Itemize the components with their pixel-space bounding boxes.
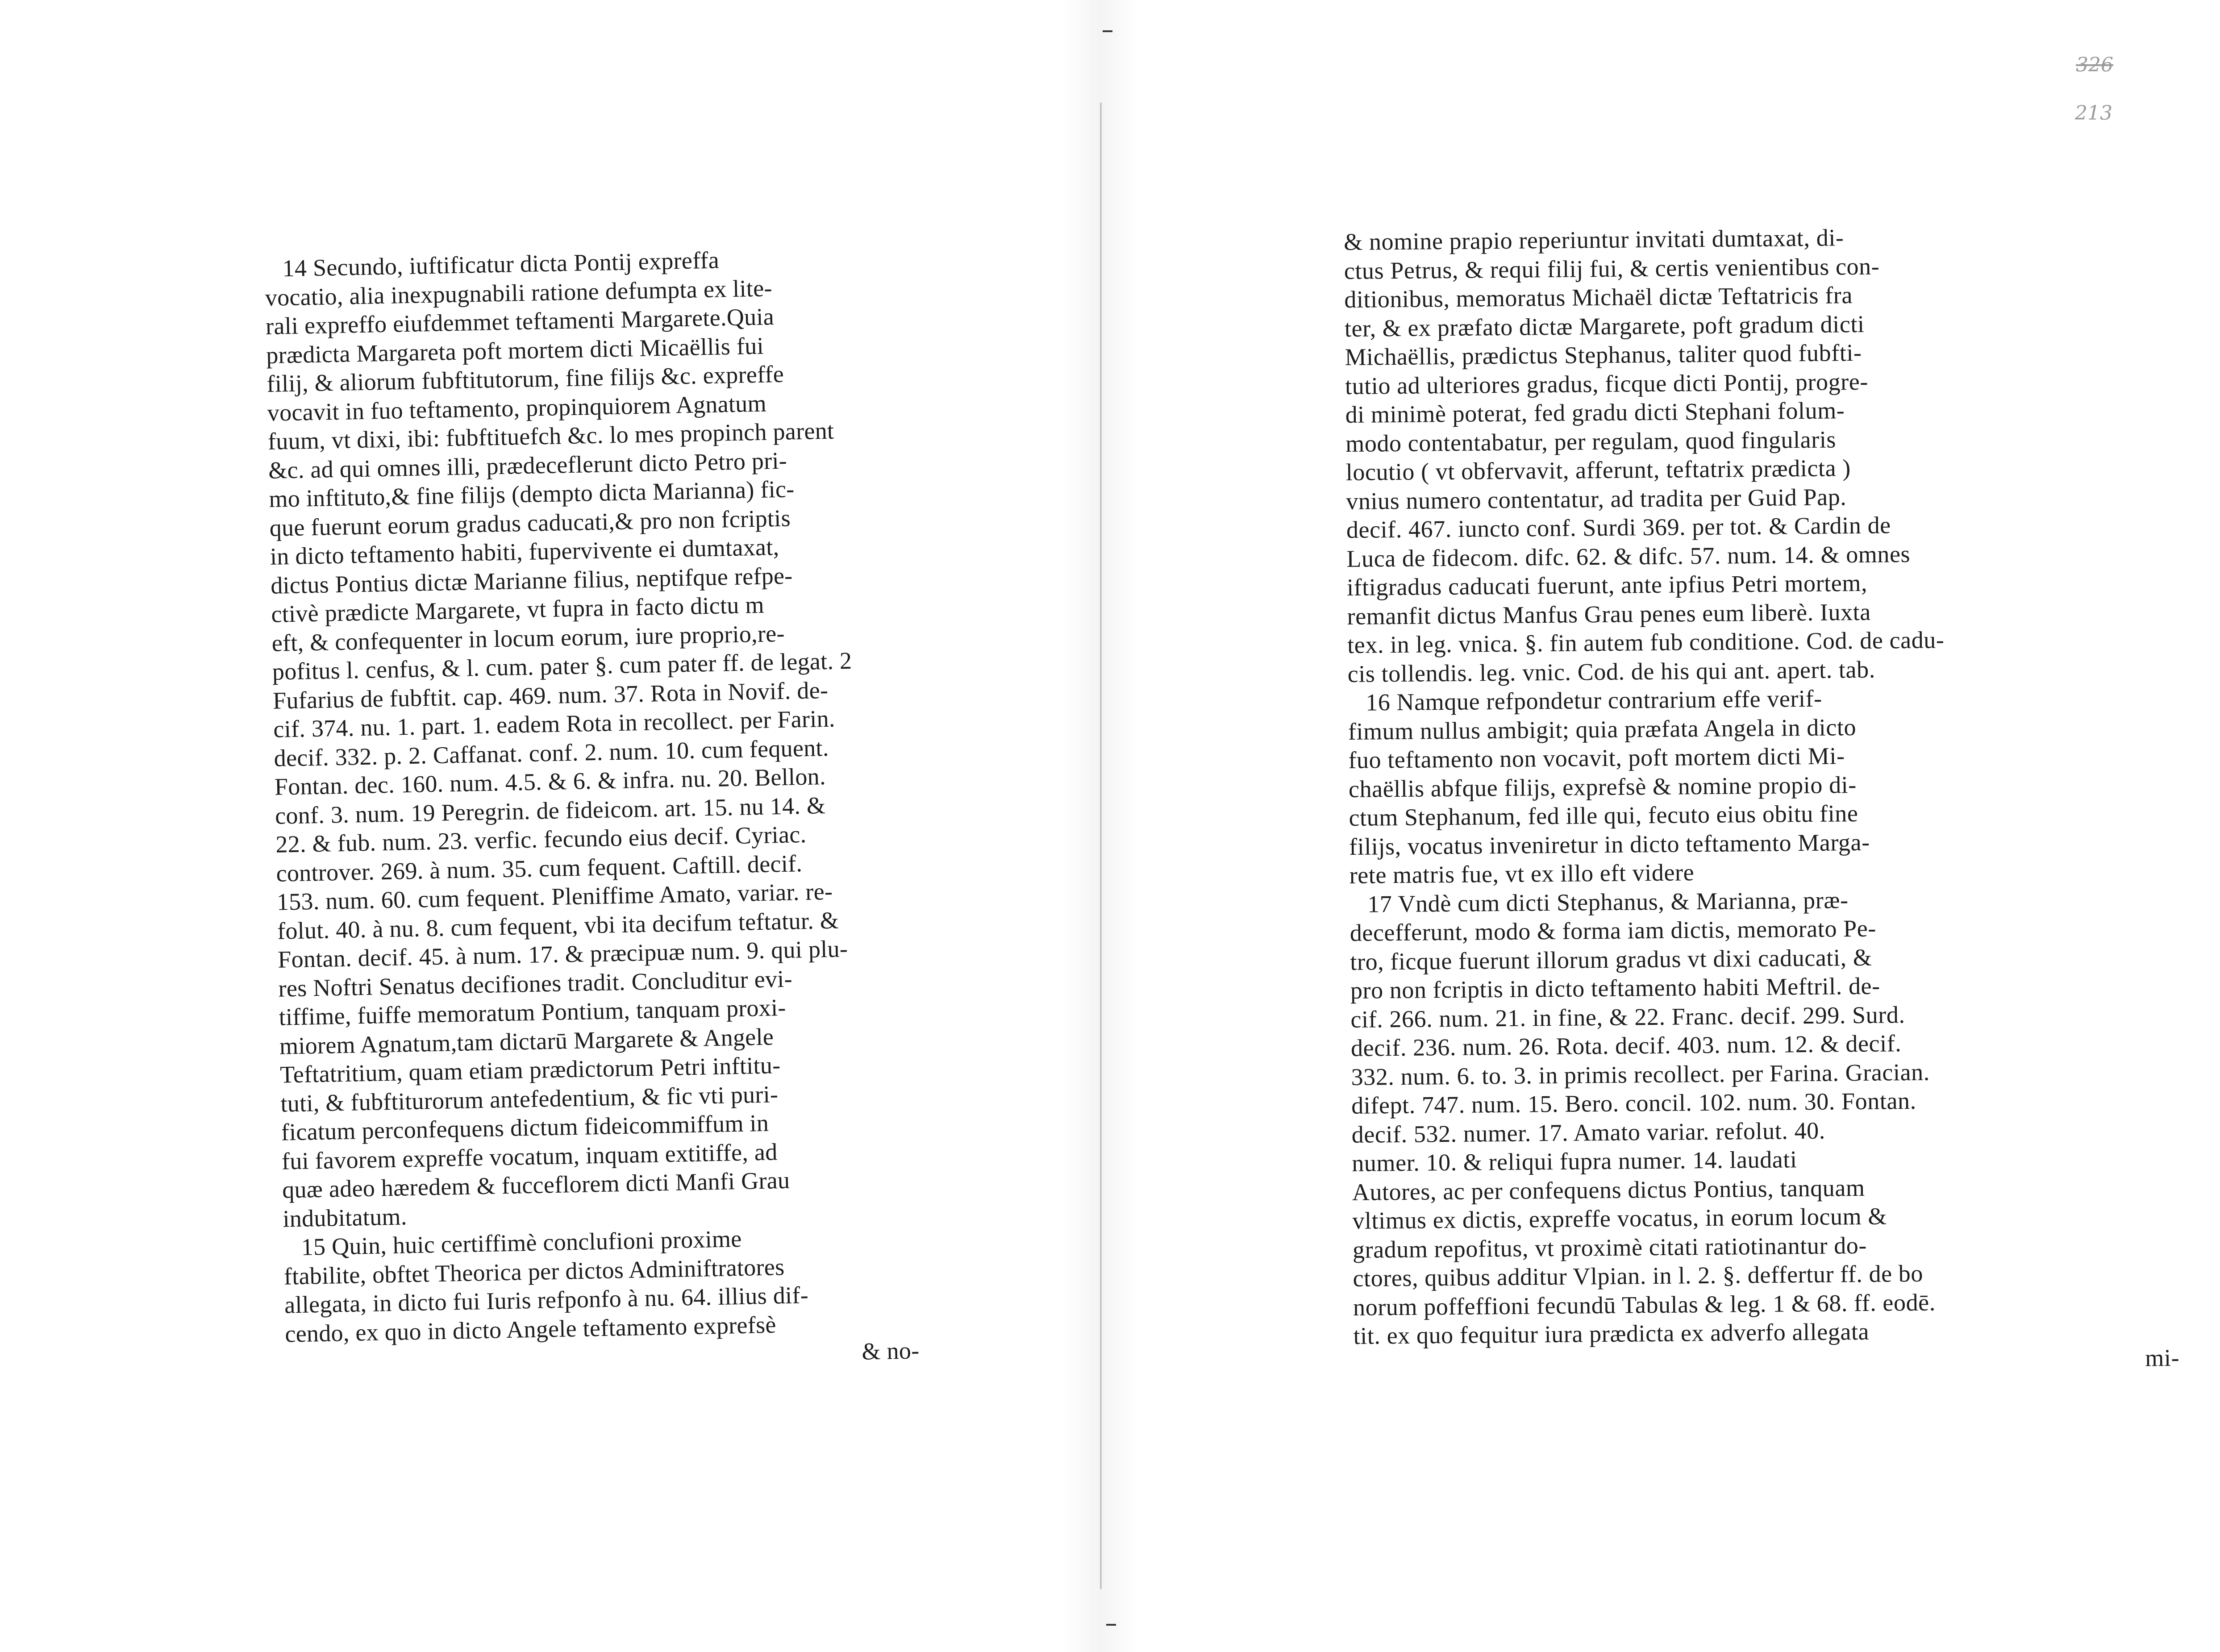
text-line: 17 Vndè cum dicti Stephanus, & Marianna, præ-	[1367, 886, 1849, 918]
text-line: ditionibus, memoratus Michaël dictæ Teftatricis fra	[1344, 282, 1853, 313]
text-line: dictus Pontius dictæ Marianne filius, neptifque refpe-	[270, 562, 793, 599]
text-line: decif. 236. num. 26. Rota. decif. 403. num. 12. & decif.	[1350, 1030, 1902, 1061]
text-line: controver. 269. à num. 35. cum fequent. Caftill. decif.	[276, 849, 803, 887]
text-line: Luca de fidecom. difc. 62. & difc. 57. num. 14. & omnes	[1346, 540, 1911, 572]
text-line: 22. & fub. num. 23. verfic. fecundo eius decif. Cyriac.	[275, 820, 807, 858]
text-line: ficatum perconfequens dictum fideicommiffum in	[281, 1109, 769, 1146]
text-line: vnius numero contentatur, ad tradita per Guid Pap.	[1346, 483, 1847, 515]
text-line: rete matris fue, vt ex illo eft videre	[1349, 859, 1695, 889]
text-line: quæ adeo hæredem & fucceflorem dicti Manfi Grau	[282, 1166, 790, 1203]
text-line: modo contentabatur, per regulam, quod fingularis	[1345, 425, 1837, 457]
text-line: 332. num. 6. to. 3. in primis recollect. per Farina. Gracian.	[1351, 1058, 1930, 1090]
text-line: fuum, vt dixi, ibi: fubftituefch &c. lo mes propinch parent	[267, 417, 834, 455]
text-line: allegata, in dicto fui Iuris refponfo à nu. 64. illius dif-	[284, 1282, 809, 1319]
text-line: vocatio, alia inexpugnabili ratione defumpta ex lite-	[265, 274, 773, 311]
text-line: indubitatum.	[282, 1203, 408, 1232]
text-line: decefferunt, modo & forma iam dictis, memorato Pe-	[1349, 915, 1877, 946]
text-line: 16 Namque refpondetur contrarium effe verif-	[1366, 685, 1822, 716]
text-line: miorem Agnatum,tam dictarū Margarete & Angele	[279, 1023, 774, 1060]
text-line: que fuerunt eorum gradus caducati,& pro non fcriptis	[269, 504, 791, 541]
text-line: mo inftituto,& fine filijs (dempto dicta Marianna) fic-	[268, 475, 795, 512]
text-line: rali expreffo eiufdemmet teftamenti Margarete.Quia	[265, 303, 775, 340]
text-line: locutio ( vt obfervavit, afferunt, teftatrix prædicta )	[1345, 454, 1851, 486]
text-line: eft, & confequenter in locum eorum, iure proprio,re-	[271, 620, 785, 657]
text-line: fui favorem expreffe vocatum, inquam extitiffe, ad	[281, 1138, 778, 1175]
text-line: tit. ex quo fequitur iura prædicta ex adverfo allegata	[1353, 1318, 1870, 1349]
text-line: Autores, ac per confequens dictus Pontius, tanquam	[1352, 1174, 1865, 1206]
text-line: numer. 10. & reliqui fupra numer. 14. laudati	[1352, 1146, 1797, 1177]
text-line: Teftatritium, quam etiam prædictorum Petri inftitu-	[279, 1052, 781, 1088]
text-line: conf. 3. num. 19 Peregrin. de fideicom. art. 15. nu 14. &	[275, 791, 826, 829]
text-line: pro non fcriptis in dicto teftamento habiti Meftril. de-	[1350, 972, 1880, 1004]
right-page	[1103, 0, 2220, 1652]
text-line: difept. 747. num. 15. Bero. concil. 102. num. 30. Fontan.	[1351, 1087, 1916, 1119]
text-line: tuti, & fubftiturorum antefedentium, & fic vti puri-	[280, 1080, 779, 1117]
text-line: & nomine prapio reperiuntur invitati dumtaxat, di-	[1344, 224, 1844, 255]
text-line: vocavit in fuo teftamento, propinquiorem Agnatum	[267, 389, 767, 426]
text-line: iftigradus caducati fuerunt, ante ipfius Petri mortem,	[1346, 569, 1868, 601]
text-line: folut. 40. à nu. 8. cum fequent, vbi ita decifum teftatur. &	[277, 907, 839, 945]
text-line: 15 Quin, huic certiffimè conclufioni proxime	[301, 1225, 742, 1261]
text-line: decif. 532. numer. 17. Amato variar. refolut. 40.	[1351, 1117, 1826, 1148]
text-line: filij, & aliorum fubftitutorum, fine filijs &c. expreffe	[266, 360, 784, 397]
text-line: &c. ad qui omnes illi, prædeceflerunt dicto Petro pri-	[268, 447, 787, 484]
text-line: cif. 266. num. 21. in fine, & 22. Franc. decif. 299. Surd.	[1350, 1001, 1905, 1033]
text-line: pofitus l. cenfus, & l. cum. pater §. cum pater ff. de legat. 2	[272, 647, 852, 685]
text-line: ftabilite, obftet Theorica per dictos Adminiftratores	[283, 1253, 785, 1290]
text-line: fuo teftamento non vocavit, poft mortem dicti Mi-	[1348, 742, 1845, 774]
text-line: norum poffeffioni fecundū Tabulas & leg. 1 & 68. ff. eodē.	[1353, 1289, 1936, 1321]
text-line: gradum repofitus, vt proximè citati ratiotinantur do-	[1352, 1232, 1867, 1263]
text-line: di minimè poterat, fed gradu dicti Stephani folum-	[1345, 397, 1845, 428]
text-line: tiffime, fuiffe memoratum Pontium, tanquam proxi-	[279, 994, 787, 1031]
text-line: decif. 332. p. 2. Caffanat. conf. 2. num. 10. cum fequent.	[274, 734, 829, 772]
text-line: 153. num. 60. cum fequent. Pleniffime Amato, variar. re-	[276, 878, 833, 915]
text-line: ter, & ex præfato dictæ Margarete, poft gradum dicti	[1344, 310, 1865, 342]
right-page-text	[1344, 221, 2193, 1379]
text-line: ctus Petrus, & requi filij fui, & certis venientibus con-	[1344, 253, 1880, 284]
text-line: 14 Secundo, iuftificatur dicta Pontij expreffa	[282, 246, 720, 282]
text-line: Michaëllis, prædictus Stephanus, taliter quod fubfti-	[1345, 339, 1862, 370]
text-line: tutio ad ulteriores gradus, ficque dicti Pontij, progre-	[1345, 368, 1869, 399]
book-gutter	[1099, 103, 1103, 1589]
text-line: vltimus ex dictis, expreffe vocatus, in eorum locum &	[1352, 1203, 1887, 1234]
text-line: cif. 374. nu. 1. part. 1. eadem Rota in recollect. per Farin.	[273, 705, 836, 743]
text-line: & no-	[861, 1337, 920, 1365]
text-line: ctum Stephanum, fed ille qui, fecuto eius obitu fine	[1349, 799, 1858, 831]
folio-note-struck: 326	[2076, 54, 2113, 76]
text-line: remanfit dictus Manfus Grau penes eum liberè. Iuxta	[1347, 598, 1871, 630]
text-line: tro, ficque fuerunt illorum gradus vt dixi caducati, &	[1350, 944, 1872, 975]
text-line: tex. in leg. vnica. §. fin autem fub conditione. Cod. de cadu-	[1347, 626, 1945, 658]
text-line: cendo, ex quo in dicto Angele teftamento exprefsè	[284, 1311, 777, 1348]
left-page	[0, 0, 1099, 1652]
text-line: fimum nullus ambigit; quia præfata Angela in dicto	[1348, 713, 1857, 745]
text-line: Fontan. dec. 160. num. 4.5. & 6. & infra. nu. 20. Bellon.	[274, 763, 826, 800]
text-line: filijs, vocatus inveniretur in dicto teftamento Marga-	[1349, 828, 1870, 860]
text-line: decif. 467. iuncto conf. Surdi 369. per tot. & Cardin de	[1346, 512, 1891, 543]
text-line: cis tollendis. leg. vnic. Cod. de his qui ant. apert. tab.	[1347, 656, 1876, 687]
text-line: mi-	[2145, 1344, 2180, 1371]
text-line: prædicta Margareta poft mortem dicti Micaëllis fui	[266, 332, 764, 369]
text-line: ctores, quibus additur Vlpian. in l. 2. §. deffertur ff. de bo	[1353, 1260, 1924, 1292]
text-line: Fufarius de fubftit. cap. 469. num. 37. Rota in Novif. de-	[272, 676, 829, 714]
left-page-text	[264, 242, 933, 1377]
folio-note: 213	[2075, 102, 2112, 125]
text-line: ctivè prædicte Margarete, vt fupra in facto dictu m	[271, 591, 765, 628]
text-line: Fontan. decif. 45. à num. 17. & præcipuæ num. 9. qui plu-	[277, 935, 848, 973]
text-line: in dicto teftamento habiti, fupervivente ei dumtaxat,	[270, 533, 779, 570]
text-line: res Noftri Senatus decifiones tradit. Concluditur evi-	[278, 965, 793, 1002]
text-line: chaëllis abfque filijs, exprefsè & nomine propio di-	[1348, 771, 1857, 803]
